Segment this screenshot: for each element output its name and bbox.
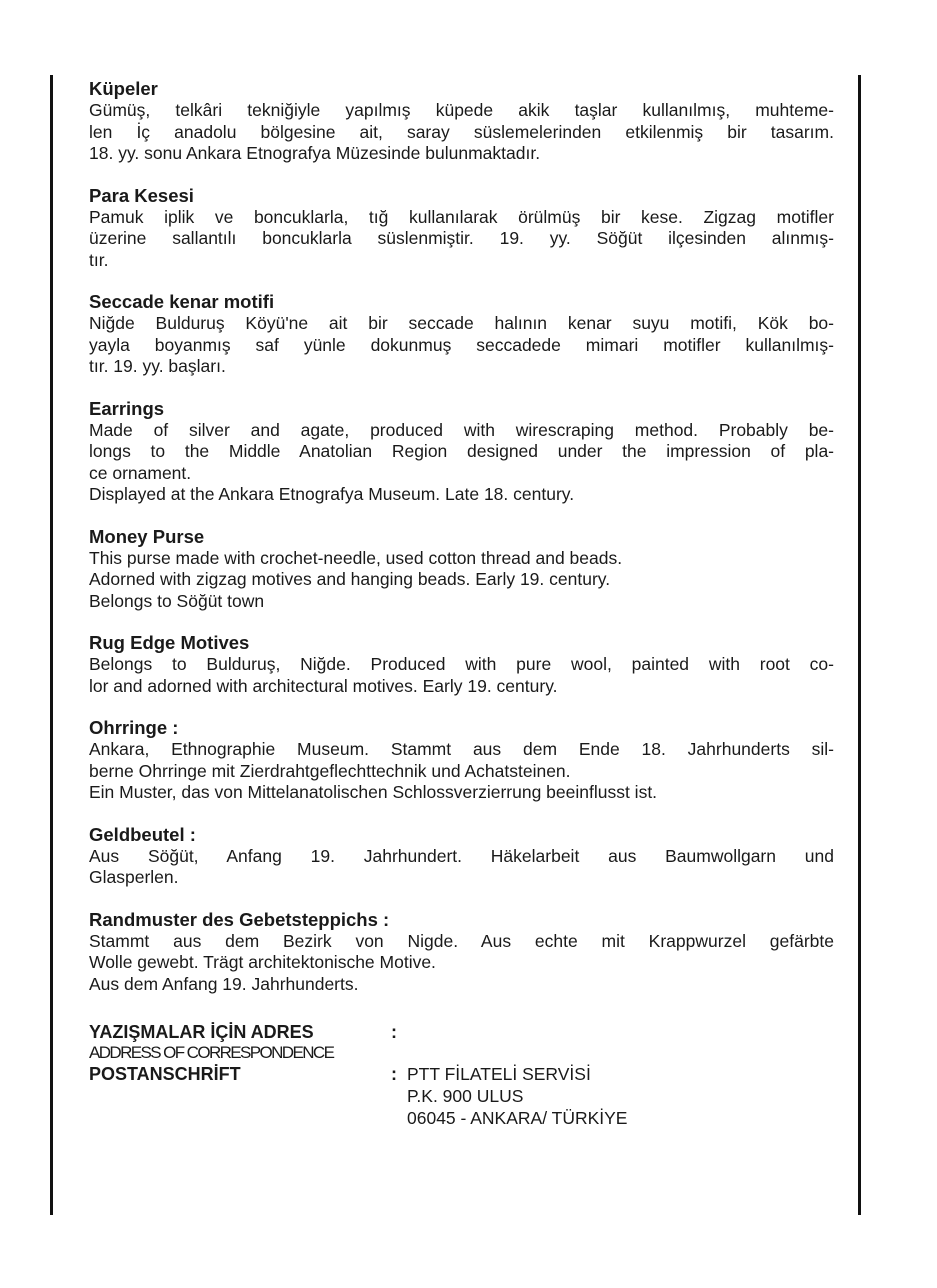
text-line: Made of silver and agate, produced with wirescraping method. Probably be- (89, 419, 834, 440)
document-body (89, 78, 834, 1141)
section-rug-edge (89, 632, 834, 697)
text-line: Aus Söğüt, Anfang 19. Jahrhundert. Häkelarbeit aus Baumwollgarn und (89, 845, 834, 866)
right-margin-rule (858, 75, 861, 1215)
address-line-1: PTT FİLATELİ SERVİSİ (407, 1064, 591, 1084)
section-earrings (89, 398, 834, 506)
section-heading: Ohrringe : (89, 717, 179, 738)
text-line: Displayed at the Ankara Etnografya Museum. Late 18. century. (89, 484, 575, 504)
text-line: Belongs to Bulduruş, Niğde. Produced with pure wool, painted with root co- (89, 654, 834, 674)
address-label-row-tr (89, 1021, 314, 1044)
section-money-purse (89, 526, 834, 613)
section-randmuster (89, 909, 834, 996)
section-heading: Küpeler (89, 78, 158, 99)
text-line: Aus dem Anfang 19. Jahrhunderts. (89, 973, 359, 994)
left-margin-rule (50, 75, 53, 1215)
address-colon: : (391, 1064, 397, 1084)
text-line: üzerine sallantılı boncuklarla süslenmiştir. 19. yy. Söğüt ilçesinden alınmış- (89, 228, 834, 248)
text-line: lor and adorned with architectural motives. Early 19. century. (89, 675, 558, 696)
section-heading: Geldbeutel : (89, 823, 196, 845)
section-heading: Seccade kenar motifi (89, 291, 275, 312)
text-line: Stammt aus dem Bezirk von Nigde. Aus echte mit Krappwurzel gefärbte (89, 930, 834, 951)
section-heading: Randmuster des Gebetsteppichs : (89, 908, 390, 930)
correspondence-address-block (89, 1021, 834, 1141)
text-line: This purse made with crochet-needle, used cotton thread and beads. (89, 547, 623, 568)
text-line: Gümüş, telkâri tekniğiyle yapılmış küpede akik taşlar kullanılmış, muhteme- (89, 100, 834, 120)
address-colon: : (391, 1022, 397, 1042)
address-label-tr: YAZIŞMALAR İÇİN ADRES (89, 1022, 314, 1042)
text-line: Wolle gewebt. Trägt architektonische Motive. (89, 952, 436, 972)
section-ohrringe (89, 717, 834, 804)
text-line: yayla boyanmış saf yünle dokunmuş seccadede mimari motifler kullanılmış- (89, 334, 834, 355)
text-line: berne Ohrringe mit Zierdrahtgeflechttechnik und Achatsteinen. (89, 760, 571, 781)
text-line: Niğde Bulduruş Köyü'ne ait bir seccade halının kenar suyu motifi, Kök bo- (89, 313, 834, 333)
text-line: ce ornament. (89, 462, 192, 483)
text-line: Belongs to Söğüt town (89, 590, 265, 611)
section-para-kesesi (89, 185, 834, 272)
text-line: Glasperlen. (89, 867, 179, 887)
text-line: Ankara, Ethnographie Museum. Stammt aus dem Ende 18. Jahrhunderts sil- (89, 739, 834, 759)
section-heading: Money Purse (89, 525, 205, 547)
text-line: len İç anadolu bölgesine ait, saray süslemelerinden etkilenmiş bir tasarım. (89, 121, 834, 142)
text-line: tır. 19. yy. başları. (89, 356, 226, 376)
section-heading: Earrings (89, 397, 165, 419)
section-geldbeutel (89, 824, 834, 889)
text-line: 18. yy. sonu Ankara Etnografya Müzesinde bulunmaktadır. (89, 143, 541, 163)
address-label-row-de (89, 1063, 241, 1086)
section-kupeler (89, 78, 834, 165)
address-label-en: ADDRESS OF CORRESPONDENCE (89, 1043, 334, 1062)
text-line: tır. (89, 249, 109, 270)
address-label-row-en (89, 1042, 333, 1064)
text-line: Adorned with zigzag motives and hanging beads. Early 19. century. (89, 569, 611, 589)
section-heading: Rug Edge Motives (89, 632, 250, 653)
text-line: Ein Muster, das von Mittelanatolischen Schlossverzierrung beeinflusst ist. (89, 782, 658, 802)
text-line: Pamuk iplik ve boncuklarla, tığ kullanılarak örülmüş bir kese. Zigzag motifler (89, 206, 834, 227)
section-heading: Para Kesesi (89, 184, 194, 206)
address-label-de: POSTANSCHRİFT (89, 1064, 241, 1084)
text-line: longs to the Middle Anatolian Region designed under the impression of pla- (89, 441, 834, 461)
address-line-3: 06045 - ANKARA/ TÜRKİYE (407, 1108, 628, 1128)
section-seccade (89, 291, 834, 378)
address-line-2: P.K. 900 ULUS (407, 1086, 524, 1106)
